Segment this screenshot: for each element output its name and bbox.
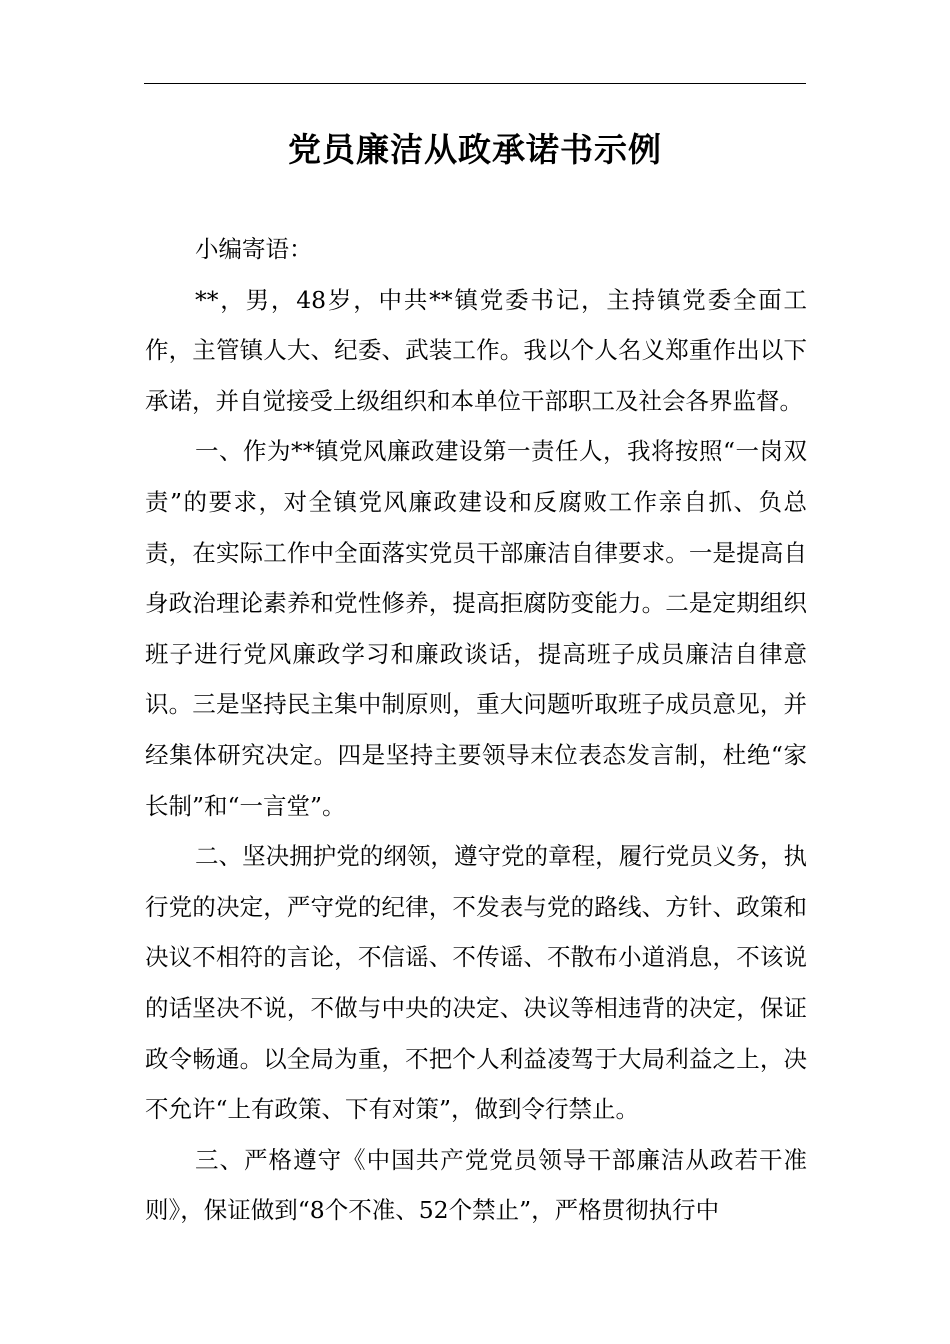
document-body [145,224,807,1236]
paragraph-profile: **，男，48岁，中共**镇党委书记，主持镇党委全面工作，主管镇人大、纪委、武装工作。我以个人名义郑重作出以下承诺，并自觉接受上级组织和本单位干部职工及社会各界监督。 [145,285,807,415]
paragraph-two: 二、坚决拥护党的纲领，遵守党的章程，履行党员义务，执行党的决定，严守党的纪律，不发表与党的路线、方针、政策和决议不相符的言论，不信谣、不传谣、不散布小道消息，不该说的话坚决不说，不做与中央的决定、决议等相违背的决定，保证政令畅通。以全局为重，不把个人利益凌驾于大局利益之上，决不允许“上有政策、下有对策”，做到令行禁止。 [145,842,807,1124]
paragraph-three: 三、严格遵守《中国共产党党员领导干部廉洁从政若干准则》，保证做到“8个不准、52个禁止”，严格贯彻执行中 [145,1145,807,1225]
paragraph-intro: 小编寄语： [195,235,313,263]
paragraph-one: 一、作为**镇党风廉政建设第一责任人，我将按照“一岗双责”的要求，对全镇党风廉政建设和反腐败工作亲自抓、负总责，在实际工作中全面落实党员干部廉洁自律要求。一是提高自身政治理论素养和党性修养，提高拒腐防变能力。二是定期组织班子进行党风廉政学习和廉政谈话，提高班子成员廉洁自律意识。三是坚持民主集中制原则，重大问题听取班子成员意见，并经集体研究决定。四是坚持主要领导末位表态发言制，杜绝“家长制”和“一言堂”。 [145,437,807,820]
header-rule [144,83,806,84]
document-title: 党员廉洁从政承诺书示例 [288,130,662,169]
